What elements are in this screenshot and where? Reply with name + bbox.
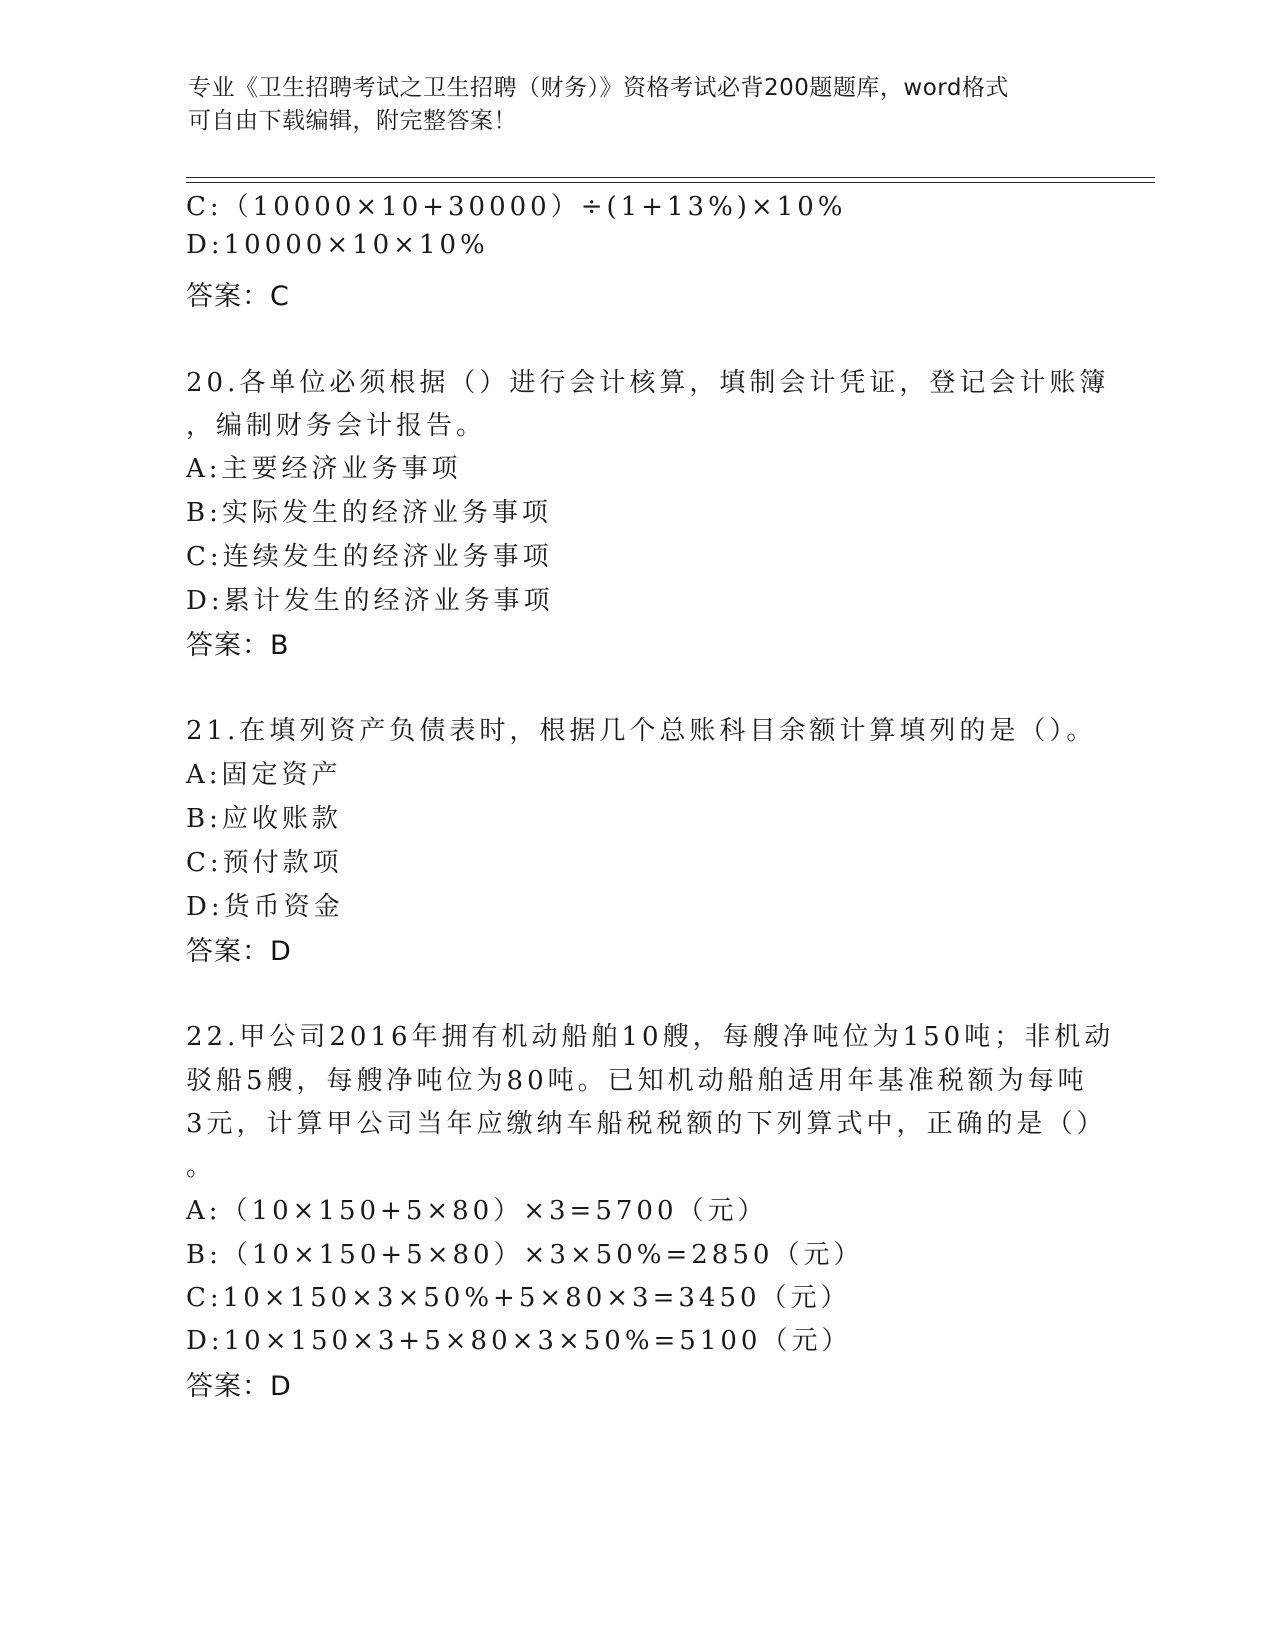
q21-option-a: A:固定资产 — [186, 760, 342, 790]
q21-option-b: B:应收账款 — [186, 804, 342, 834]
q22-option-a: A:（10×150+5×80）×3=5700（元） — [186, 1196, 768, 1226]
header-line-2: 可自由下载编辑，附完整答案！ — [188, 108, 517, 134]
q22-answer: 答案：D — [186, 1371, 292, 1402]
q20-stem-line-1: 20.各单位必须根据（）进行会计核算，填制会计凭证，登记会计账簿 — [186, 368, 1110, 398]
q21-option-d: D:货币资金 — [186, 892, 344, 922]
q21-option-c: C:预付款项 — [186, 848, 343, 878]
q20-option-c: C:连续发生的经济业务事项 — [186, 542, 553, 572]
q22-stem-line-1: 22.甲公司2016年拥有机动船舶10艘，每艘净吨位为150吨；非机动 — [186, 1022, 1115, 1052]
header-line-1: 专业《卫生招聘考试之卫生招聘（财务）》资格考试必背200题题库，word格式 — [188, 75, 1009, 101]
q22-option-c: C:10×150×3×50%+5×80×3=3450（元） — [186, 1283, 851, 1313]
header-divider-top — [186, 177, 1155, 178]
prev-answer: 答案：C — [186, 281, 290, 312]
q22-option-b: B:（10×150+5×80）×3×50%=2850（元） — [186, 1240, 864, 1270]
header-divider-bottom — [186, 182, 1155, 183]
q20-option-d: D:累计发生的经济业务事项 — [186, 586, 554, 616]
q22-stem-line-3: 3元，计算甲公司当年应缴纳车船税税额的下列算式中，正确的是（） — [186, 1109, 1107, 1139]
q21-answer: 答案：D — [186, 936, 292, 967]
q20-option-a: A:主要经济业务事项 — [186, 454, 462, 484]
q20-stem-line-2: ，编制财务会计报告。 — [186, 411, 487, 441]
q22-stem-line-4: 。 — [186, 1152, 217, 1182]
prev-option-c: C:（10000×10+30000）÷(1+13%)×10% — [186, 192, 847, 222]
q20-option-b: B:实际发生的经济业务事项 — [186, 498, 552, 528]
prev-option-d: D:10000×10×10% — [186, 230, 489, 260]
q22-stem-line-2: 驳船5艘，每艘净吨位为80吨。已知机动船舶适用年基准税额为每吨 — [186, 1066, 1088, 1096]
q22-option-d: D:10×150×3+5×80×3×50%=5100（元） — [186, 1326, 852, 1356]
document-header — [188, 72, 1088, 138]
q20-answer: 答案：B — [186, 630, 290, 661]
q21-stem-line-1: 21.在填列资产负债表时，根据几个总账科目余额计算填列的是（）。 — [186, 716, 1097, 746]
